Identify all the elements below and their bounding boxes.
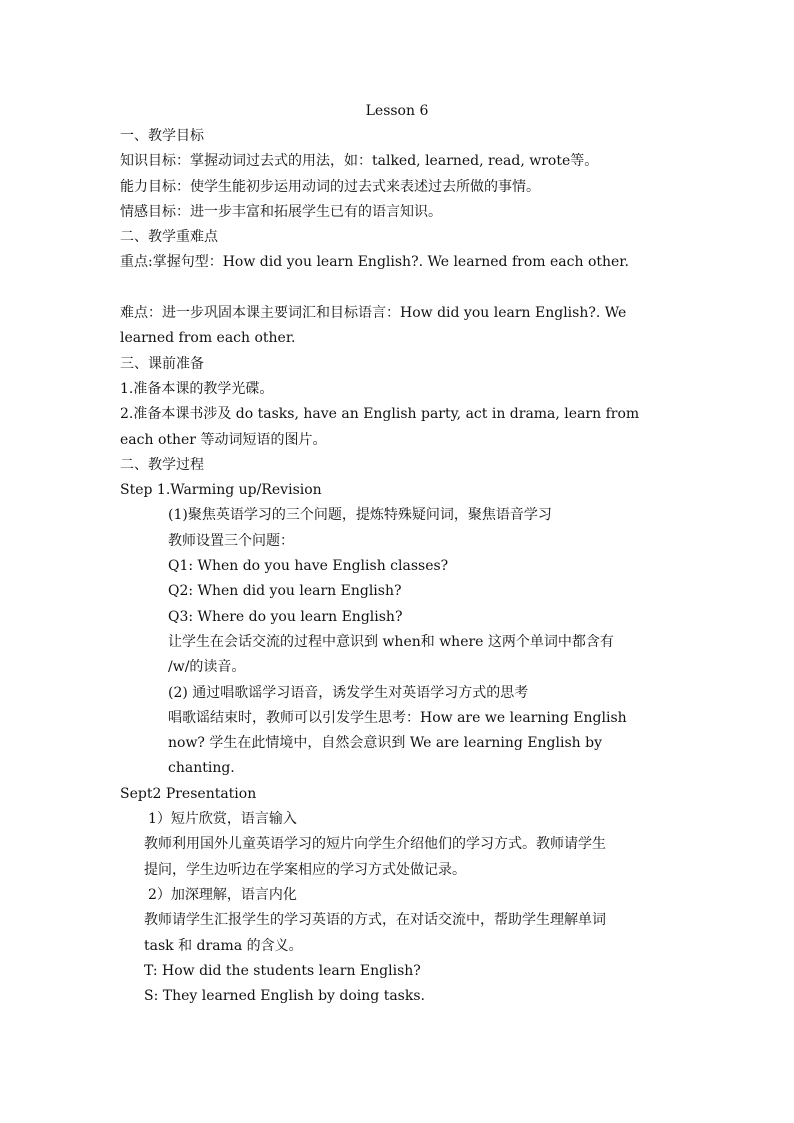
- paragraph-line: 教师利用国外儿童英语学习的短片向学生介绍他们的学习方式。教师请学生: [144, 836, 606, 853]
- key-point: 重点:掌握句型：How did you learn English?. We learned from each other.: [120, 254, 629, 271]
- dialogue-line: T: How did the students learn English?: [144, 962, 421, 979]
- prep-item: 1.准备本课的教学光碟。: [120, 380, 274, 397]
- step-heading: Sept2 Presentation: [120, 785, 257, 802]
- sub-step: (2) 通过唱歌谣学习语音，诱发学生对英语学习方式的思考: [168, 684, 529, 701]
- ability-goal: 能力目标：使学生能初步运用动词的过去式来表述过去所做的事情。: [120, 178, 540, 195]
- emotion-goal: 情感目标：进一步丰富和拓展学生已有的语言知识。: [120, 203, 442, 220]
- section-heading: 二、教学重难点: [120, 229, 218, 246]
- lesson-body: [120, 124, 676, 1009]
- difficult-point: 难点：进一步巩固本课主要词汇和目标语言：How did you learn English?. We: [120, 305, 627, 322]
- sub-step: 2）加深理解，语言内化: [148, 886, 297, 903]
- paragraph-line: 教师请学生汇报学生的学习英语的方式，在对话交流中，帮助学生理解单词: [144, 912, 606, 929]
- paragraph-line: task 和 drama 的含义。: [144, 937, 303, 954]
- paragraph-line: now? 学生在此情境中，自然会意识到 We are learning English by: [168, 735, 602, 752]
- step-heading: Step 1.Warming up/Revision: [120, 482, 322, 499]
- knowledge-goal: 知识目标：掌握动词过去式的用法，如：talked, learned, read, wrote等。: [120, 153, 599, 170]
- sub-step: 1）短片欣赏，语言输入: [148, 811, 297, 828]
- lesson-title: Lesson 6: [365, 103, 429, 119]
- paragraph-line: 教师设置三个问题：: [168, 532, 294, 549]
- section-heading: 二、教学过程: [120, 456, 204, 473]
- section-heading: 一、教学目标: [120, 128, 204, 144]
- paragraph-line: chanting.: [168, 760, 235, 777]
- paragraph-line: 唱歌谣结束时，教师可以引发学生思考：How are we learning English: [168, 709, 627, 726]
- dialogue-line: S: They learned English by doing tasks.: [144, 988, 425, 1005]
- prep-item-cont: each other 等动词短语的图片。: [120, 431, 327, 448]
- paragraph-line: 提问，学生边听边在学案相应的学习方式处做记录。: [144, 861, 466, 878]
- question-line: Q3: Where do you learn English?: [168, 608, 403, 625]
- prep-item: 2.准备本课书涉及 do tasks, have an English party, act in drama, learn from: [120, 406, 640, 423]
- sub-step: (1)聚焦英语学习的三个问题，提炼特殊疑问词，聚焦语音学习: [168, 507, 552, 524]
- difficult-point-cont: learned from each other.: [120, 330, 296, 347]
- question-line: Q1: When do you have English classes?: [168, 558, 449, 575]
- paragraph-line: 让学生在会话交流的过程中意识到 when和 where 这两个单词中都含有: [168, 633, 614, 650]
- section-heading: 三、课前准备: [120, 355, 204, 372]
- paragraph-line: /w/的读音。: [168, 659, 246, 676]
- question-line: Q2: When did you learn English?: [168, 583, 402, 600]
- blank-line: [120, 276, 676, 301]
